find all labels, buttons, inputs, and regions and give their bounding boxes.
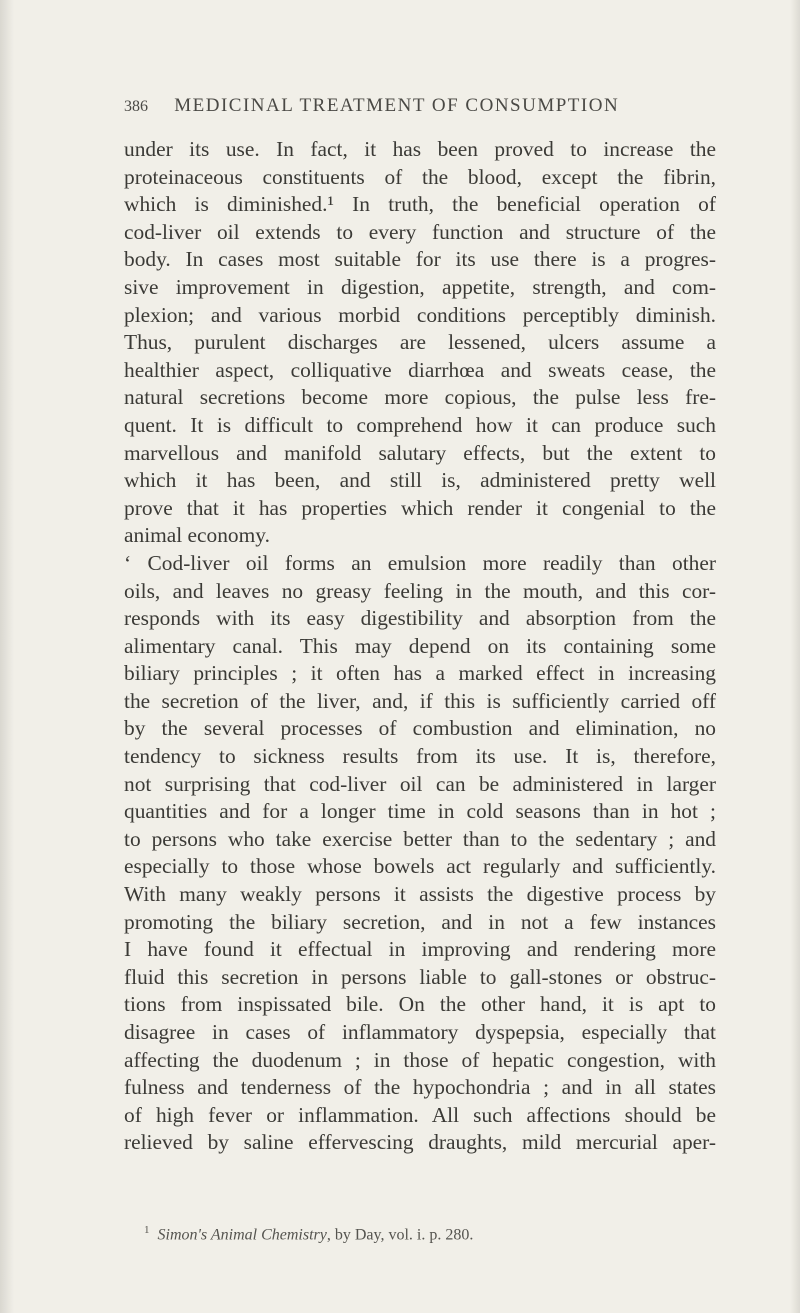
page-number: 386 xyxy=(124,98,148,115)
text-line: proteinaceous constituents of the blood, except the fibrin, xyxy=(124,164,716,189)
text-line: I have found it effectual in improving and rendering more xyxy=(124,937,716,962)
text-line: healthier aspect, colliquative diarrhœa and sweats cease, the xyxy=(124,357,716,382)
text-line: especially to those whose bowels act regularly and sufficiently. xyxy=(124,854,716,879)
page-edge-right xyxy=(790,0,800,1313)
text-line: disagree in cases of inflammatory dyspepsia, especially that xyxy=(124,1020,716,1044)
text-line: tions from inspissated bile. On the other hand, it is apt to xyxy=(124,992,716,1017)
body-text xyxy=(124,136,716,1157)
text-line: biliary principles ; it often has a marked effect in increasing xyxy=(124,661,716,686)
footnote xyxy=(144,1224,704,1244)
text-line: not surprising that cod-liver oil can be administered in larger xyxy=(124,771,716,796)
text-line: tendency to sickness results from its use. It is, therefore, xyxy=(124,744,716,769)
text-line: Thus, purulent discharges are lessened, ulcers assume a xyxy=(124,330,716,355)
text-line: cod-liver oil extends to every function and structure of the xyxy=(124,219,716,244)
footnote-marker: 1 xyxy=(144,1224,150,1236)
text-line: to persons who take exercise better than to the sedentary ; and xyxy=(124,826,716,851)
text-line: fulness and tenderness of the hypochondria ; and in all states xyxy=(124,1075,716,1100)
text-line: relieved by saline effervescing draughts, mild mercurial aper- xyxy=(124,1130,716,1155)
text-line: With many weakly persons it assists the digestive process by xyxy=(124,882,716,907)
text-line: fluid this secretion in persons liable to gall-stones or obstruc- xyxy=(124,964,716,989)
text-line: which is diminished.¹ In truth, the beneficial operation of xyxy=(124,192,716,217)
text-line: the secretion of the liver, and, if this is sufficiently carried off xyxy=(124,688,716,713)
text-line: of high fever or inflammation. All such affections should be xyxy=(124,1102,716,1127)
text-line: which it has been, and still is, administered pretty well xyxy=(124,468,716,493)
text-line: under its use. In fact, it has been proved to increase the xyxy=(124,137,716,161)
text-line: ‘ Cod-liver oil forms an emulsion more readily than other xyxy=(124,550,716,575)
page-edge-left xyxy=(0,0,14,1313)
text-line: marvellous and manifold salutary effects, but the extent to xyxy=(124,440,716,465)
text-line: animal economy. xyxy=(124,523,270,548)
text-line: body. In cases most suitable for its use there is a progres- xyxy=(124,247,716,272)
text-line: quent. It is difficult to comprehend how it can produce such xyxy=(124,412,716,437)
running-title: MEDICINAL TREATMENT OF CONSUMPTION xyxy=(174,95,620,116)
text-line: plexion; and various morbid conditions perceptibly diminish. xyxy=(124,302,716,327)
text-line: affecting the duodenum ; in those of hepatic congestion, with xyxy=(124,1047,716,1072)
running-header xyxy=(124,95,709,117)
text-line: prove that it has properties which render it congenial to the xyxy=(124,495,716,520)
footnote-citation: , by Day, vol. i. p. 280. xyxy=(326,1226,474,1244)
text-line: natural secretions become more copious, the pulse less fre- xyxy=(124,385,716,410)
text-line: by the several processes of combustion and elimination, no xyxy=(124,716,716,741)
text-line: oils, and leaves no greasy feeling in the mouth, and this cor- xyxy=(124,578,716,603)
text-line: alimentary canal. This may depend on its containing some xyxy=(124,633,716,658)
text-line: responds with its easy digestibility and absorption from the xyxy=(124,606,716,631)
text-line: quantities and for a longer time in cold seasons than in hot ; xyxy=(124,799,716,824)
footnote-title: Simon's Animal Chemistry xyxy=(157,1226,327,1244)
text-line: promoting the biliary secretion, and in not a few instances xyxy=(124,909,716,934)
text-line: sive improvement in digestion, appetite, strength, and com- xyxy=(124,274,716,299)
